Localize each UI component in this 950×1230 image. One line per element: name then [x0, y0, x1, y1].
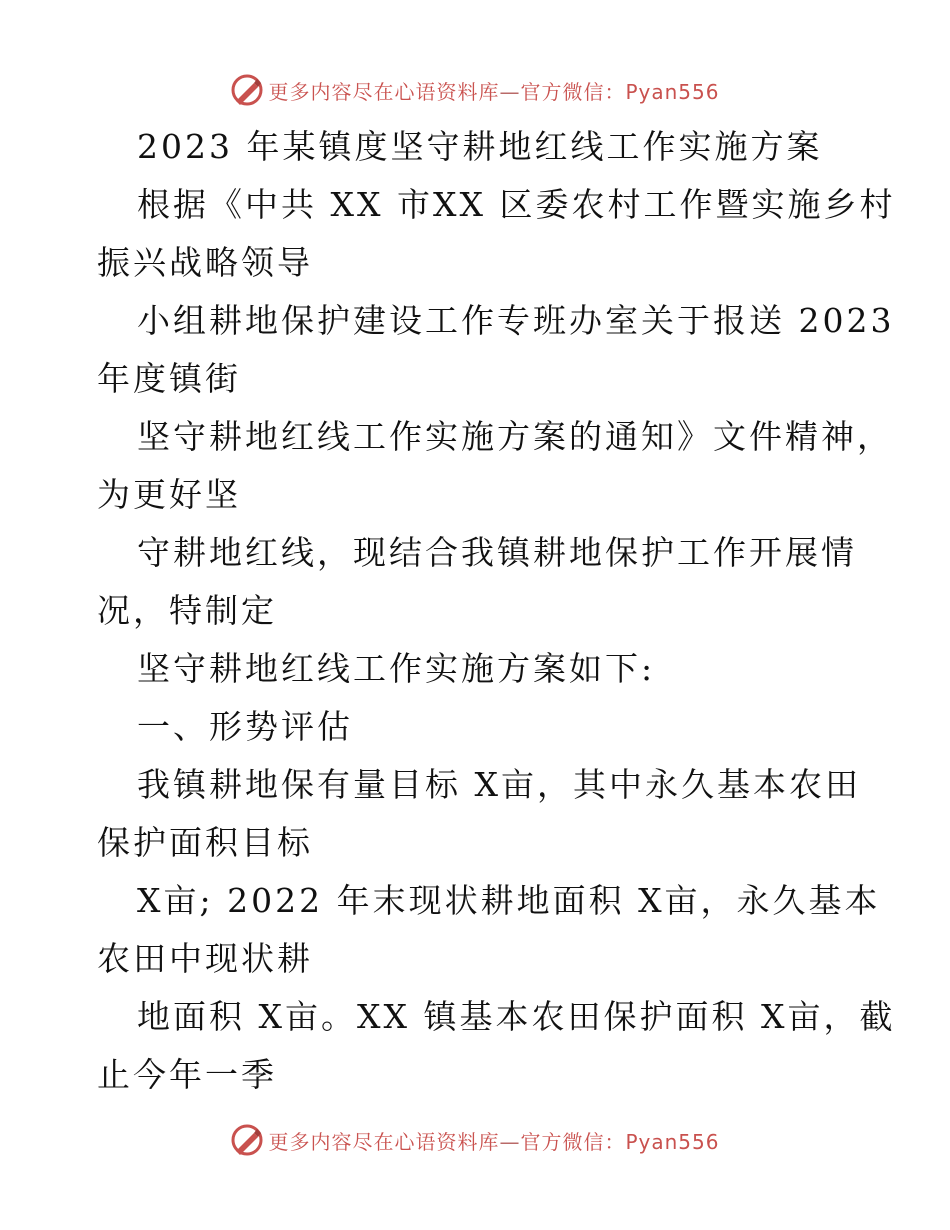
separator: — [499, 1129, 521, 1154]
contact-text: 官方微信：Pyan556 [520, 1129, 720, 1154]
paragraph-line: 止今年一季 [97, 1055, 277, 1094]
paragraph-line: 农田中现状耕 [97, 939, 313, 978]
pen-seal-icon [230, 73, 264, 107]
paragraph-line: X亩; 2022 年末现状耕地面积 X亩，永久基本 [137, 881, 881, 920]
paragraph-line: 为更好坚 [97, 475, 241, 514]
paragraph-line: 地面积 X亩。XX 镇基本农田保护面积 X亩，截 [137, 997, 896, 1036]
brand-text: 更多内容尽在心语资料库 [268, 79, 500, 104]
header-watermark-banner [0, 70, 950, 110]
footer-watermark-text [268, 1126, 719, 1155]
paragraph-line: 我镇耕地保有量目标 X亩，其中永久基本农田 [137, 765, 861, 804]
paragraph-line: 年度镇街 [97, 359, 241, 398]
header-watermark-text [268, 76, 719, 105]
document-body [97, 118, 896, 1104]
pen-seal-icon [230, 1123, 264, 1157]
contact-text: 官方微信：Pyan556 [520, 79, 720, 104]
paragraph-line: 坚守耕地红线工作实施方案的通知》文件精神， [137, 417, 893, 456]
paragraph-line: 根据《中共 XX 市XX 区委农村工作暨实施乡村 [137, 185, 896, 224]
paragraph-line: 小组耕地保护建设工作专班办室关于报送 2023 [137, 301, 895, 340]
paragraph-line: 况，特制定 [97, 591, 277, 630]
footer-watermark-banner [0, 1120, 950, 1160]
paragraph-line: 振兴战略领导 [97, 243, 313, 282]
doc-title: 2023 年某镇度坚守耕地红线工作实施方案 [137, 127, 823, 166]
section-heading: 一、形势评估 [137, 707, 353, 746]
paragraph-line: 保护面积目标 [97, 823, 313, 862]
paragraph-line: 守耕地红线，现结合我镇耕地保护工作开展情 [137, 533, 857, 572]
separator: — [499, 79, 521, 104]
paragraph-line: 坚守耕地红线工作实施方案如下: [137, 649, 656, 688]
brand-text: 更多内容尽在心语资料库 [268, 1129, 500, 1154]
